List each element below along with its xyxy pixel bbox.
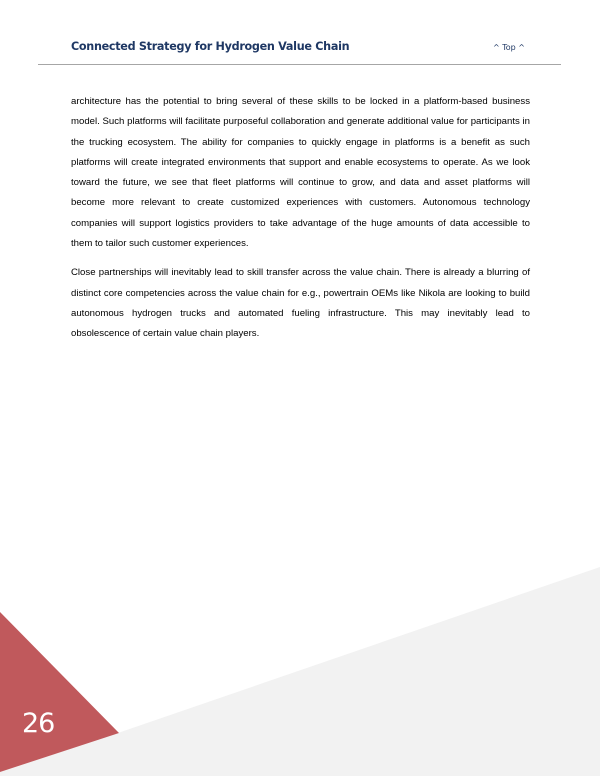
back-to-top-link[interactable]: ^ Top ^ bbox=[493, 43, 525, 52]
paragraph: architecture has the potential to bring several of these skills to be locked in a platform-based business model. Such platforms will facilitate purposeful collaboration and generate additional value for participants in the trucking ecosystem. The ability for companies to quickly engage in platforms is a benefit as such platforms will create integrated environments that support and enable ecosystems to operate. As we look toward the future, we see that fleet platforms will continue to grow, and data and asset platforms will become more relevant to create customized experiences with customers. Autonomous technology companies will support logistics providers to take advantage of the huge amounts of data accessible to them to tailor such customer experiences. bbox=[71, 96, 530, 250]
document-header-title: Connected Strategy for Hydrogen Value Chain bbox=[71, 40, 350, 53]
gray-wedge-shape bbox=[0, 567, 600, 776]
paragraph: Close partnerships will inevitably lead to skill transfer across the value chain. There is already a blurring of distinct core competencies across the value chain for e.g., powertrain OEMs like Nikola are looking to build autonomous hydrogen trucks and automated fueling infrastructure. This may inevitably lead to obsolescence of certain value chain players. bbox=[71, 267, 530, 340]
header-divider bbox=[38, 64, 561, 65]
body-content bbox=[71, 92, 530, 354]
page-number: 26 bbox=[22, 708, 55, 739]
